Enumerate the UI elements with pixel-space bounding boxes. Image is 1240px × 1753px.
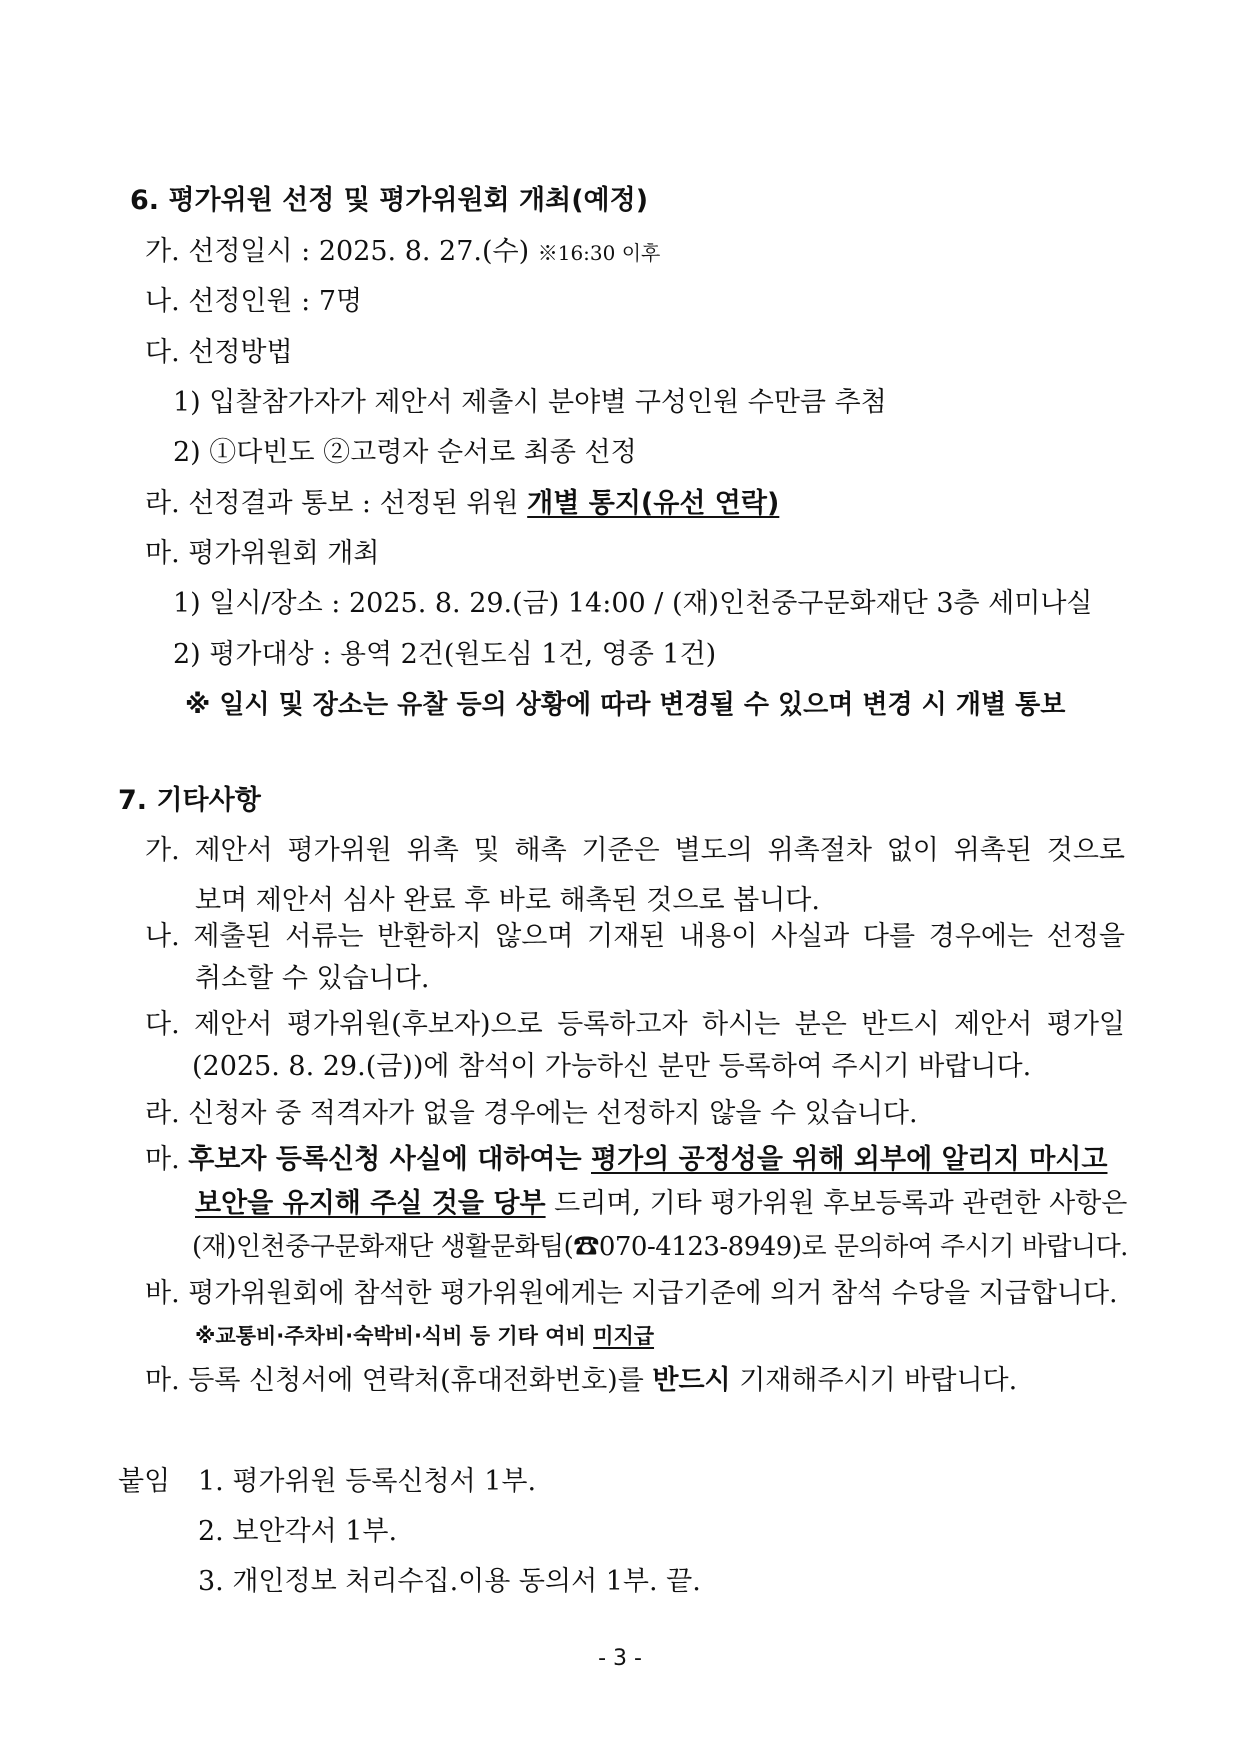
section7-item-ma-bold-underline2: 보안을 유지해 주실 것을 당부	[195, 1188, 546, 1219]
section6-item-ga	[145, 235, 660, 270]
section7-item-ga-line2: 보며 제안서 심사 완료 후 바로 해촉된 것으로 봅니다.	[195, 885, 820, 916]
section7-item-ma-line2-rest: 드리며, 기타 평가위원 후보등록과 관련한 사항은	[545, 1188, 1128, 1219]
section7-item-ma-line2	[195, 1187, 1127, 1221]
section7-item-ma-line1	[145, 1143, 1107, 1177]
section6-item-ga-note: ※16:30 이후	[537, 241, 661, 265]
section6-item-ma: 마. 평가위원회 개최	[145, 538, 380, 569]
section6-item-na: 나. 선정인원 : 7명	[145, 286, 363, 317]
section6-item-ra-emphasis: 개별 통지(유선 연락)	[527, 488, 780, 519]
section7-item-na-line1: 나. 제출된 서류는 반환하지 않으며 기재된 내용이 사실과 다를 경우에는 선정을	[145, 921, 1125, 952]
attachment-item-2: 2. 보안각서 1부.	[198, 1516, 398, 1547]
attachment-item-1: 1. 평가위원 등록신청서 1부.	[198, 1466, 537, 1497]
section7-item-ma2-bold: 반드시	[652, 1365, 731, 1396]
section7-title: 7. 기타사항	[118, 785, 261, 816]
section7-item-ma2	[145, 1364, 1017, 1398]
section6-item-ra-text: 라. 선정결과 통보 : 선정된 위원	[145, 488, 528, 519]
section6-item-ga-text: 가. 선정일시 : 2025. 8. 27.(수)	[145, 236, 538, 267]
section7-item-ba-line1: 바. 평가위원회에 참석한 평가위원에게는 지급기준에 의거 참석 수당을 지급합니다.	[145, 1278, 1118, 1309]
section7-item-ma-line3: (재)인천중구문화재단 생활문화팀(☎070-4123-8949)로 문의하여 주시기 바랍니다.	[192, 1232, 1128, 1262]
attachment-item-3: 3. 개인정보 처리수집.이용 동의서 1부. 끝.	[198, 1566, 701, 1597]
section7-item-ga-line1: 가. 제안서 평가위원 위촉 및 해촉 기준은 별도의 위촉절차 없이 위촉된 것으로	[145, 835, 1125, 866]
section6-item-da-1: 1) 입찰참가자가 제안서 제출시 분야별 구성인원 수만큼 추첨	[173, 387, 887, 418]
section6-item-ma-1: 1) 일시/장소 : 2025. 8. 29.(금) 14:00 / (재)인천중구문화재단 3층 세미나실	[173, 588, 1093, 619]
section7-item-ba-note-text: ※교통비·주차비·숙박비·식비 등 기타 여비	[195, 1324, 594, 1348]
section6-notice: ※ 일시 및 장소는 유찰 등의 상황에 따라 변경될 수 있으며 변경 시 개별 통보	[185, 690, 1066, 720]
section6-item-da: 다. 선정방법	[145, 337, 293, 368]
section6-item-ma-2: 2) 평가대상 : 용역 2건(원도심 1건, 영종 1건)	[173, 639, 717, 670]
section7-item-ba-note	[195, 1319, 654, 1353]
section6-item-da-2: 2) ①다빈도 ②고령자 순서로 최종 선정	[173, 437, 637, 468]
section7-item-ma2-text: 마. 등록 신청서에 연락처(휴대전화번호)를	[145, 1365, 653, 1396]
section7-item-da-line1: 다. 제안서 평가위원(후보자)으로 등록하고자 하시는 분은 반드시 제안서 평가일	[145, 1009, 1125, 1040]
section7-item-na-line2: 취소할 수 있습니다.	[195, 963, 430, 994]
section7-item-ma-marker: 마.	[145, 1144, 189, 1175]
section7-item-da-line2: (2025. 8. 29.(금))에 참석이 가능하신 분만 등록하여 주시기 바랍니다.	[192, 1051, 1032, 1082]
section7-item-ma-bold: 후보자 등록신청 사실에 대하여는	[188, 1144, 591, 1175]
section7-item-ma2-suffix: 기재해주시기 바랍니다.	[730, 1365, 1018, 1396]
attachments-label: 붙임	[118, 1466, 171, 1497]
section7-item-ma-bold-underline1: 평가의 공정성을 위해 외부에 알리지 마시고	[591, 1144, 1108, 1175]
page-number: - 3 -	[598, 1646, 642, 1671]
section7-item-ba-note-underline: 미지급	[593, 1324, 655, 1348]
section7-item-ra: 라. 신청자 중 적격자가 없을 경우에는 선정하지 않을 수 있습니다.	[145, 1098, 918, 1129]
section6-title: 6. 평가위원 선정 및 평가위원회 개최(예정)	[130, 185, 649, 216]
section6-item-ra	[145, 487, 779, 521]
